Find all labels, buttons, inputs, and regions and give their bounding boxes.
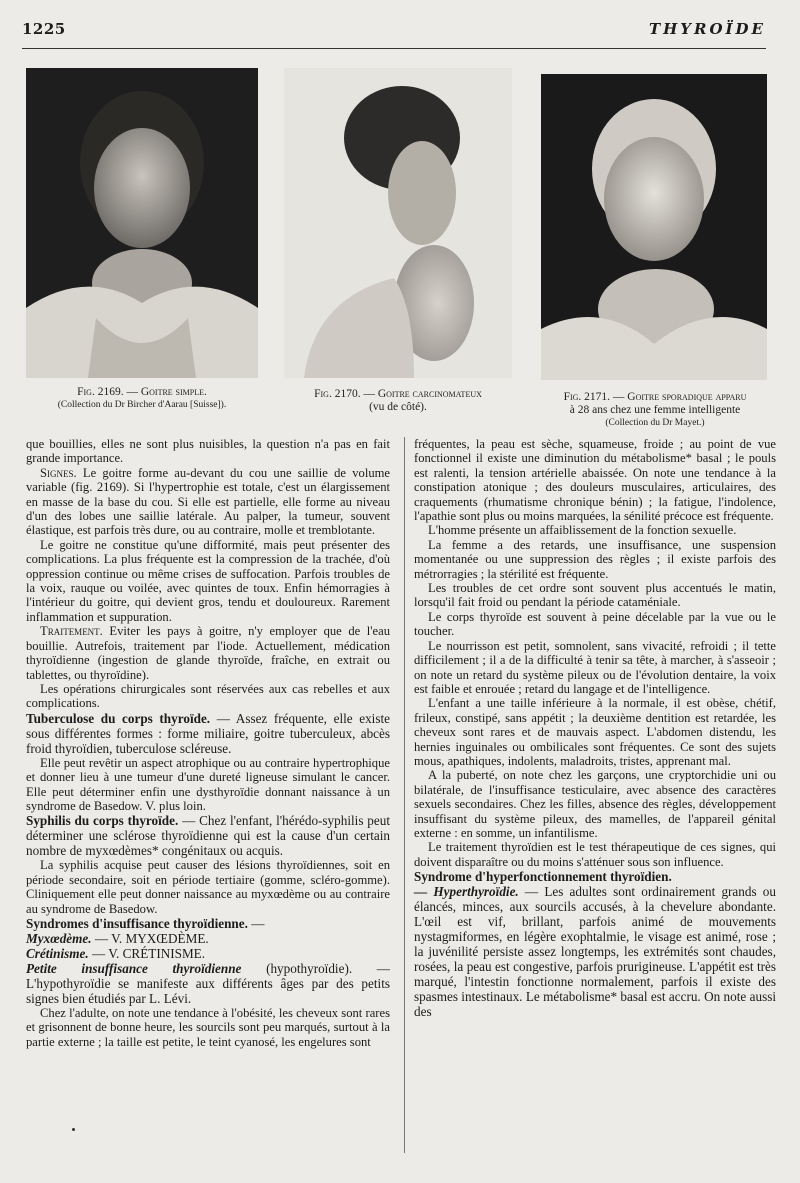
- paragraph: [414, 581, 776, 610]
- paragraph-text: Le traitement thyroïdien est le test thérapeutique de ces signes, qui doivent disparaître ou du moins s'atténuer sous son influence.: [414, 840, 776, 869]
- paragraph: [26, 858, 390, 916]
- heading-text: Petite insuffisance thyroïdienne: [26, 960, 242, 976]
- section-heading: [26, 711, 390, 756]
- paragraph: [414, 768, 776, 840]
- paragraph-text: La femme a des retards, une insuffisance, une suspension momentanée ou une suppression des règles ; il existe parfois des métrorragies ; la stérilité est fréquente.: [414, 537, 776, 581]
- figure-2171-credit: (Collection du Dr Mayet.): [605, 418, 705, 428]
- paragraph-text: La syphilis acquise peut causer des lésions thyroïdiennes, soit en période secondaire, soit en période tertiaire (gomme, scléro-gomme). Cliniquement elle peut donner naissance au myxœdème ou au contraire au syndrome de Basedow.: [26, 858, 390, 916]
- paragraph: [26, 538, 390, 624]
- figure-2171-caption: [536, 391, 774, 430]
- heading-text: Crétinisme.: [26, 945, 89, 961]
- section-heading: [26, 946, 390, 961]
- paragraph-text: A la puberté, on note chez les garçons, une cryptorchidie uni ou bilatérale, de l'insuffisance testiculaire, avec absence des caractères sexuels secondaires. Chez les filles, absence des règles, développement insuffisant du système pileux, des mamelles, de l'appareil génital externe : en somme, un infantilisme.: [414, 768, 776, 840]
- paragraph-text: Le goitre ne constitue qu'une difformité, mais peut présenter des complications. La plus fréquente est la compression de la trachée, d'où oppression continue ou même crises de suffocation. Parfois troubles de la voix, rauque ou voilée, avec quintes de toux. Enfin hémorragies à l'intérieur du goitre, qui devient gros, tendu et douloureux. Rarement inflammation et suppuration.: [26, 537, 390, 624]
- heading-tail-text: — V. CRÉTINISME.: [88, 945, 206, 961]
- heading-text: Syndrome d'hyperfonctionnement thyroïdien.: [414, 869, 672, 885]
- paragraph: [26, 437, 390, 466]
- section-heading: [414, 869, 776, 884]
- paragraph-text: Les opérations chirurgicales sont réservées aux cas rebelles et aux complications.: [26, 681, 390, 711]
- heading-tail-text: — V. MYXŒDÈME.: [91, 930, 209, 946]
- page-header: [22, 20, 766, 44]
- heading-text: — Hyperthyroïdie.: [414, 884, 519, 900]
- figure-2171-title: Fig. 2171. — Goitre sporadique apparu: [563, 391, 747, 403]
- paragraph: [26, 1006, 390, 1049]
- paragraph: [414, 437, 776, 523]
- heading-tail-text: (hypothyroïdie). — L'hypothyroïdie se manifeste aux différents âges par des petits signes bien étudiés par L. Lévi.: [26, 960, 390, 1006]
- paragraph-text: Le corps thyroïde est souvent à peine décelable par la vue ou le toucher.: [414, 609, 776, 639]
- figure-2170-caption: [284, 388, 512, 414]
- paragraph: [414, 610, 776, 639]
- figure-2171-photo: [541, 74, 767, 380]
- figure-2170-title: Fig. 2170. — Goitre carcinomateux: [314, 388, 482, 400]
- paragraph-text: que bouillies, elles ne sont plus nuisibles, la question n'a pas en fait grande importance.: [26, 437, 390, 466]
- figure-2170-credit: (vu de côté).: [369, 401, 427, 413]
- right-column: [414, 437, 776, 1019]
- paragraph-text: Eviter les pays à goitre, n'y employer que de l'eau bouillie. Autrefois, traitement par l'iode. Actuellement, médication thyroïdienne (ingestion de glande thyroïde, fraîche, en extrait ou tablettes, ou thyroïdine).: [26, 624, 390, 682]
- section-heading: [26, 961, 390, 1006]
- heading-text: Tuberculose du corps thyroïde.: [26, 710, 211, 726]
- figure-2169-credit: (Collection du Dr Bircher d'Aarau [Suisse]).: [57, 400, 227, 410]
- paragraph-text: L'enfant a une taille inférieure à la normale, il est obèse, chétif, frileux, constipé, sans appétit ; la deuxième dentition est retardée, les cheveux sont rares et de mauvais aspect. L'abdomen distendu, les hernies inguinales ou ombilicales sont fréquentes. Ce sont des sujets mous, apathiques, indolents, maladroits, tristes, apprenant mal.: [414, 696, 776, 768]
- header-rule: [22, 48, 766, 49]
- heading-text: Syphilis du corps thyroïde.: [26, 813, 179, 829]
- paragraph: [414, 523, 776, 537]
- left-column: [26, 437, 390, 1049]
- paragraph-text: L'homme présente un affaiblissement de la fonction sexuelle.: [428, 523, 737, 538]
- paragraph: [26, 624, 390, 682]
- heading-tail-text: —: [247, 915, 265, 931]
- paragraph: [26, 682, 390, 711]
- section-heading: [26, 916, 390, 931]
- paragraph: [26, 466, 390, 538]
- paragraph: [414, 639, 776, 697]
- heading-tail-text: — Assez fréquente, elle existe sous différentes formes : forme miliaire, goitre tuberculeux, abcès froid thyroïdien, tuberculose scléreuse.: [26, 710, 390, 756]
- figure-2170-photo: [284, 68, 512, 378]
- paragraph: [26, 756, 390, 814]
- heading-tail-text: — Les adultes sont ordinairement grands ou élancés, minces, aux sourcils accusés, à la chevelure abondante. L'œil est vif, brillant, parfois animé de mouvements nystagmiformes, en légère exophtalmie, le visage est animé, rose ; la juvénilité persiste assez longtemps, les extrémités sont chaudes, rosées, la peau est congestive, parfois prurigineuse. L'appétit est très marqué, l'intestin fonctionne normalement, parfois il existe des spasmes intestinaux. Le métabolisme* basal est accru. On note aussi des: [414, 884, 776, 1020]
- paragraph-lead: Signes.: [40, 465, 77, 480]
- print-dot: [72, 1128, 75, 1131]
- paragraph: [414, 696, 776, 768]
- paragraph: [414, 840, 776, 869]
- section-heading: [26, 813, 390, 858]
- paragraph-lead: Traitement.: [40, 624, 103, 639]
- paragraph: [414, 538, 776, 581]
- section-heading: [26, 931, 390, 946]
- paragraph-text: Elle peut revêtir un aspect atrophique ou au contraire hypertrophique et donner lieu à une tumeur d'une dureté ligneuse simulant le cancer. Elle peut déterminer enfin une dysthyroïdie donnant naissance à un syndrome de Basedow. V. plus loin.: [26, 755, 390, 813]
- running-title: THYROÏDE: [648, 20, 766, 38]
- page-number: 1225: [22, 20, 66, 38]
- heading-text: Syndromes d'insuffisance thyroïdienne.: [26, 915, 248, 931]
- section-heading: [414, 884, 776, 1019]
- paragraph-text: fréquentes, la peau est sèche, squameuse, froide ; au point de vue fonctionnel il existe une diminution du métabolisme* basal ; le pouls est ralenti, la tension artérielle abaissée. On note une tendance à la constipation atonique ; des douleurs musculaires, articulaires, des craquements (rhumatisme chronique bénin) ; la fatigue, l'indolence, l'apathie sont plus ou moins marquées, la sénilité précoce est fréquente.: [414, 437, 776, 524]
- column-divider: [404, 437, 405, 1153]
- heading-tail-text: — Chez l'enfant, l'hérédo-syphilis peut déterminer une sclérose thyroïdienne qui est la cause d'un certain nombre de myxœdèmes* congénitaux ou acquis.: [26, 813, 390, 859]
- figure-2169-caption: [26, 386, 258, 412]
- figure-2171-title-line2: à 28 ans chez une femme intelligente: [569, 404, 741, 416]
- figure-2169-photo: [26, 68, 258, 378]
- paragraph-text: Chez l'adulte, on note une tendance à l'obésité, les cheveux sont rares et grisonnent de bonne heure, les sourcils sont peu marqués, surtout à la partie externe ; la taille est petite, le teint cyanosé, les engelures sont: [26, 1005, 390, 1049]
- paragraph-text: Les troubles de cet ordre sont souvent plus accentués le matin, lorsqu'il fait froid ou pendant la période cataméniale.: [414, 581, 776, 610]
- figure-2169-title: Fig. 2169. — Goitre simple.: [77, 386, 207, 398]
- paragraph-text: Le nourrisson est petit, somnolent, sans vivacité, refroidi ; il tette difficilement ; il a de la difficulté à tenir sa tête, à marcher, à s'asseoir ; on note un retard du système pileux ou de l'évolution dentaire, la voix est faible et enrouée ; retard du langage et de l'intelligence.: [414, 638, 776, 696]
- heading-text: Myxœdème.: [26, 930, 92, 946]
- paragraph-text: Le goitre forme au-devant du cou une saillie de volume variable (fig. 2169). Si l'hypertrophie est totale, c'est un élargissement en masse de la base du cou. Si elle est partielle, elle forme au niveau d'un des lobes une saillie latérale. Au palper, la tumeur, souvent élastique, est parfois très dure, ou au contraire, molle et tremblotante.: [26, 465, 390, 538]
